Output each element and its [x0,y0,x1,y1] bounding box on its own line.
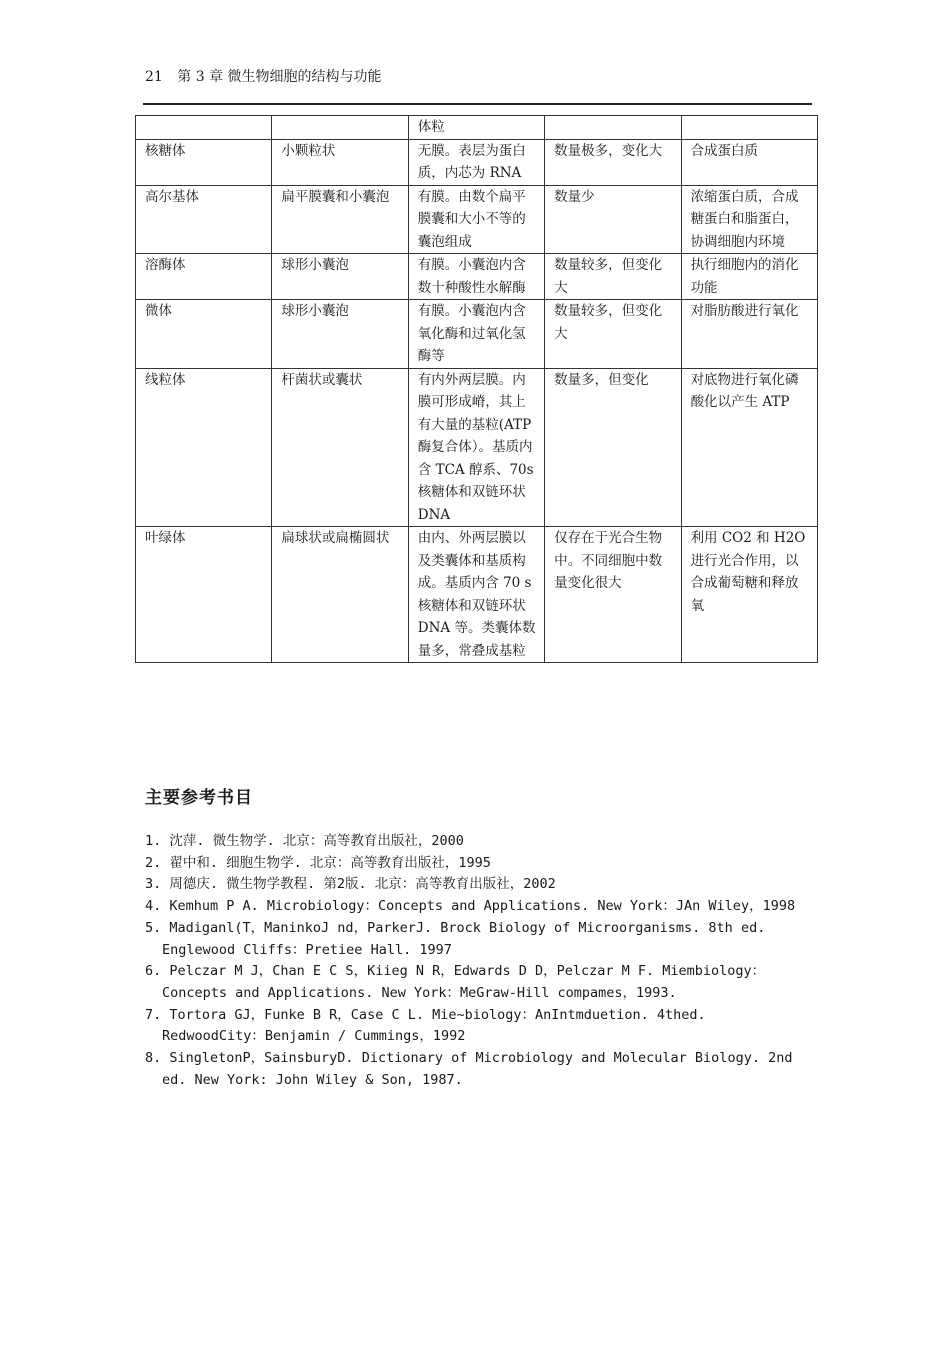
table-cell: 有膜。小囊泡内含氧化酶和过氧化氢酶等 [408,300,544,369]
table-cell: 合成蛋白质 [681,139,817,185]
organelle-table [135,115,818,663]
table-cell: 扁球状或扁椭圆状 [272,527,408,663]
table-cell: 球形小囊泡 [272,254,408,300]
table-cell: 杆菌状或囊状 [272,368,408,527]
reference-item: 6. Pelczar M J，Chan E C S，Kiieg N R，Edwards D D，Pelczar M F. Miembiology：Concepts and Applications. New York：MeGraw-Hill compames，1993. [145,963,766,1001]
reference-item: 7. Tortora GJ，Funke B R，Case C L. Mie~biology：AnIntmduetion. 4thed. RedwoodCity：Benjamin / Cummings，1992 [145,1006,706,1045]
table-row [136,527,818,663]
table-cell: 由内、外两层膜以及类囊体和基质构成。基质内含 70 s 核糖体和双链环状 DNA 等。类囊体数量多，常叠成基粒 [408,527,544,663]
page-header [145,66,392,86]
table-cell: 对底物进行氧化磷酸化以产生 ATP [681,368,817,527]
table-row [136,185,818,254]
table-row [136,368,818,527]
table-cell: 微体 [136,300,272,369]
table-cell [136,116,272,140]
table-cell: 执行细胞内的消化功能 [681,254,817,300]
table-cell: 体粒 [408,116,544,140]
table-cell: 无膜。表层为蛋白质，内芯为 RNA [408,139,544,185]
table-cell [545,116,681,140]
header-rule [143,103,812,105]
reference-list [145,831,815,1091]
table-cell: 扁平膜囊和小囊泡 [272,185,408,254]
table-cell: 数量较多，但变化大 [545,254,681,300]
reference-item: 5. Madiganl(T，ManinkoJ nd，ParkerJ. Brock Biology of Microorganisms. 8th ed. Englewood Cliffs：Pretiee Hall. 1997 [145,919,766,958]
table-cell: 利用 CO2 和 H2O 进行光合作用，以合成葡萄糖和释放氧 [681,527,817,663]
table-row [136,300,818,369]
table-cell: 核糖体 [136,139,272,185]
references-title: 主要参考书目 [145,788,253,808]
table-cell [681,116,817,140]
reference-item: 8. SingletonP，SainsburyD. Dictionary of Microbiology and Molecular Biology. 2nd ed. New York: John Wiley & Son, 1987. [145,1050,793,1088]
table-row [136,254,818,300]
table-cell: 数量极多，变化大 [545,139,681,185]
table-cell: 对脂肪酸进行氧化 [681,300,817,369]
table-cell: 叶绿体 [136,527,272,663]
table-cell: 仅存在于光合生物中。不同细胞中数量变化很大 [545,527,681,663]
table-cell: 线粒体 [136,368,272,527]
reference-item: 3. 周德庆. 微生物学教程. 第2版. 北京：高等教育出版社，2002 [145,876,556,893]
reference-item: 4. Kemhum P A. Microbiology：Concepts and Applications. New York：JAn Wiley，1998 [145,898,796,915]
chapter-title: 第 3 章 微生物细胞的结构与功能 [177,69,382,85]
table-cell: 小颗粒状 [272,139,408,185]
table-cell: 有内外两层膜。内膜可形成嵴，其上有大量的基粒(ATP 酶复合体）。基质内含 TCA 醇系、70s 核糖体和双链环状 DNA [408,368,544,527]
table-cell: 数量少 [545,185,681,254]
reference-item: 1. 沈萍. 微生物学. 北京：高等教育出版社，2000 [145,833,464,849]
table-cell: 溶酶体 [136,254,272,300]
table-cell: 有膜。小囊泡内含数十种酸性水解酶 [408,254,544,300]
table-cell: 有膜。由数个扁平膜囊和大小不等的囊泡组成 [408,185,544,254]
reference-item: 2. 翟中和. 细胞生物学. 北京：高等教育出版社，1995 [145,854,491,871]
page-number: 21 [145,69,163,85]
table-cell: 数量多，但变化 [545,368,681,527]
table-cell: 浓缩蛋白质，合成糖蛋白和脂蛋白，协调细胞内环境 [681,185,817,254]
table-row [136,116,818,140]
table-cell: 球形小囊泡 [272,300,408,369]
table-cell: 数量较多，但变化大 [545,300,681,369]
table-cell [272,116,408,140]
table-cell: 高尔基体 [136,185,272,254]
table-row [136,139,818,185]
